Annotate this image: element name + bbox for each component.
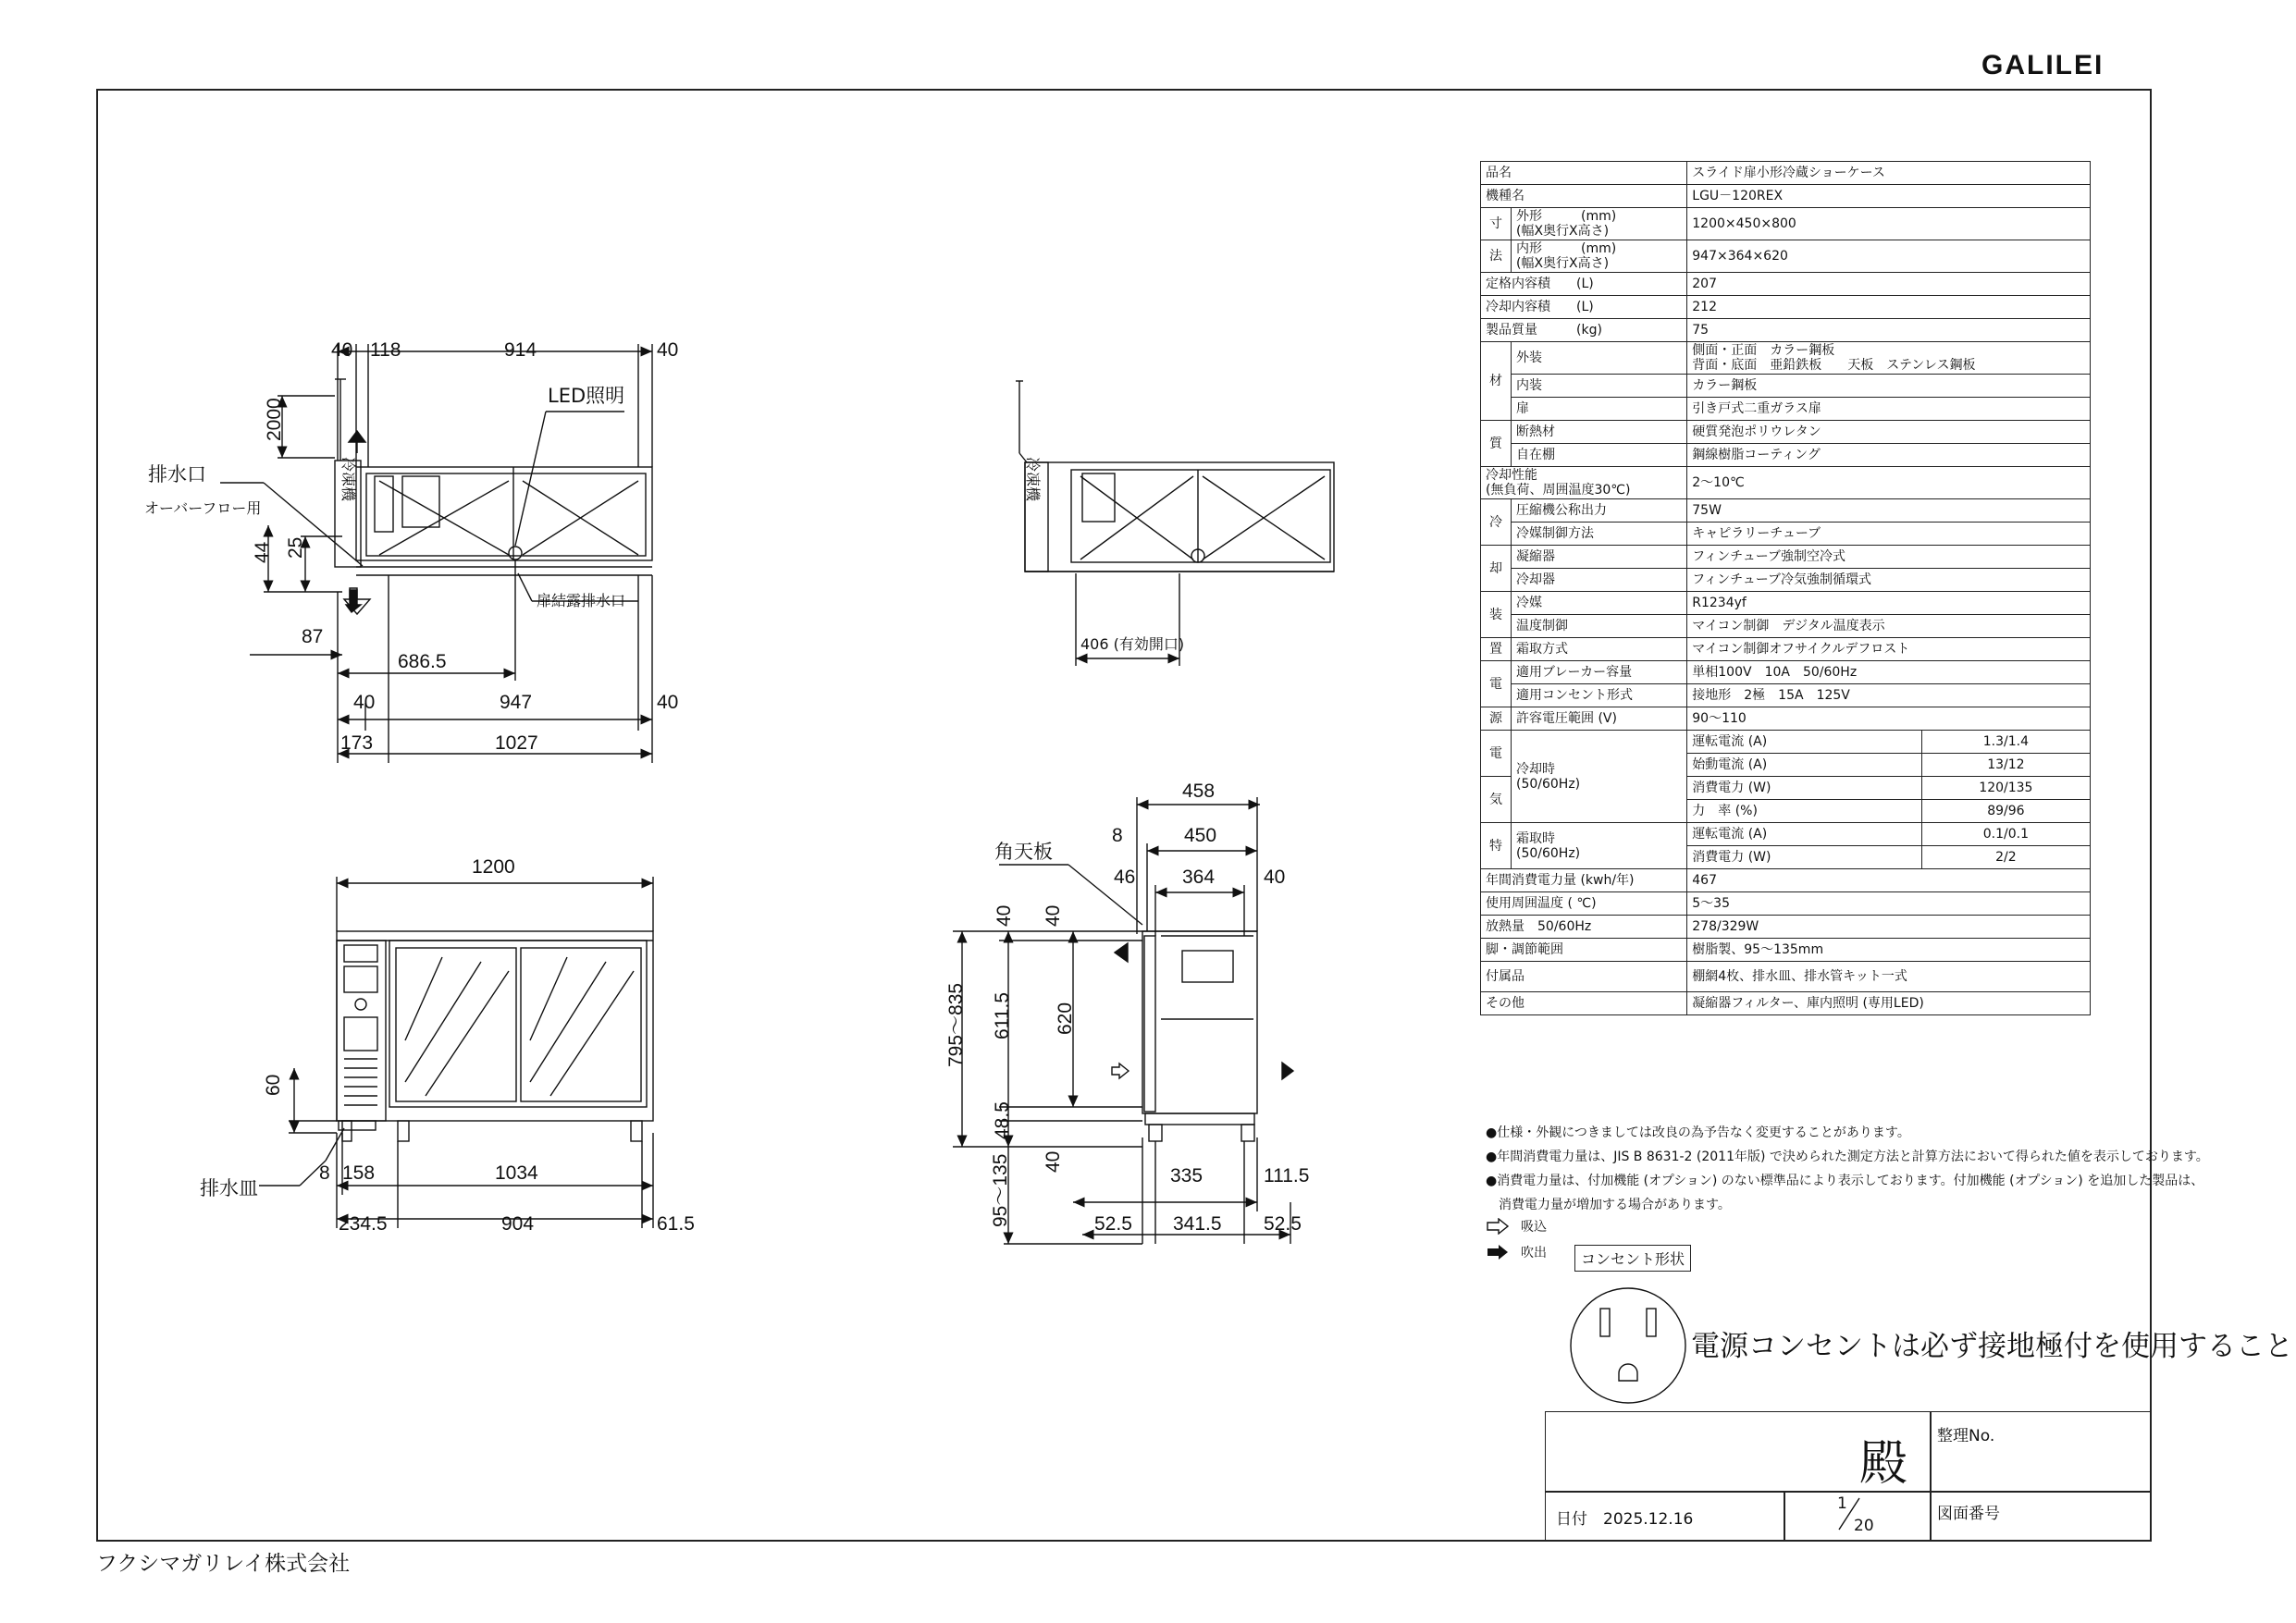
dim-side-52-5a: 52.5 [1094, 1213, 1132, 1235]
spec-value: 467 [1687, 869, 2091, 892]
dim-side-341-5: 341.5 [1173, 1213, 1222, 1235]
side-plan-view [1016, 381, 1334, 666]
spec-row [1481, 731, 2091, 754]
spec-row [1481, 185, 2091, 208]
spec-subkey: 力 率 (%) [1687, 800, 1921, 823]
spec-value: 212 [1687, 296, 2091, 319]
spec-value: 75W [1687, 499, 2091, 523]
spec-subkey: 消費電力 (W) [1687, 846, 1921, 869]
dim-top-25: 25 [285, 536, 306, 559]
spec-group: 材 [1481, 342, 1512, 421]
spec-key: 冷媒 [1512, 592, 1687, 615]
spec-row [1481, 398, 2091, 421]
spec-key: 使用周囲温度 ( ℃) [1481, 892, 1687, 916]
spec-row [1481, 615, 2091, 638]
spec-key: 温度制御 [1512, 615, 1687, 638]
spec-value: 凝縮器フィルター、庫内照明 (専用LED) [1687, 992, 2091, 1015]
spec-value: 1.3/1.4 [1921, 731, 2090, 754]
dim-side-40b: 40 [1043, 904, 1064, 927]
label-effective-opening: 406 (有効開口) [1080, 635, 1185, 653]
spec-value: 5～35 [1687, 892, 2091, 916]
dim-top-686-5: 686.5 [398, 651, 447, 672]
spec-group: 冷 [1481, 499, 1512, 546]
spec-table [1480, 161, 2091, 1015]
dim-top-40b: 40 [657, 339, 679, 361]
spec-value: 2/2 [1921, 846, 2090, 869]
intake-arrow-icon [1486, 1218, 1510, 1235]
spec-key: 定格内容積 (L) [1481, 273, 1687, 296]
spec-key: 許容電圧範囲 (V) [1512, 707, 1687, 731]
spec-key: 冷却内容積 (L) [1481, 296, 1687, 319]
dim-front-1200: 1200 [472, 856, 515, 878]
spec-row [1481, 592, 2091, 615]
spec-value: 278/329W [1687, 916, 2091, 939]
spec-key: 霜取方式 [1512, 638, 1687, 661]
spec-key: 年間消費電力量 (kwh/年) [1481, 869, 1687, 892]
dim-side-335: 335 [1170, 1165, 1204, 1187]
spec-value: 硬質発泡ポリウレタン [1687, 421, 2091, 444]
outlet-shape-title: コンセント形状 [1574, 1245, 1691, 1272]
spec-row [1481, 962, 2091, 992]
spec-value: スライド扉小形冷蔵ショーケース [1687, 162, 2091, 185]
scale-numerator: 1 [1837, 1494, 1847, 1513]
spec-group: 却 [1481, 546, 1512, 592]
spec-group: 寸 [1481, 208, 1512, 240]
dim-front-1034: 1034 [495, 1162, 538, 1184]
dim-side-95-135: 95～135 [990, 1153, 1011, 1227]
dim-side-52-5b: 52.5 [1264, 1213, 1302, 1235]
spec-row [1481, 661, 2091, 684]
spec-row [1481, 240, 2091, 273]
spec-key: 機種名 [1481, 185, 1687, 208]
spec-row [1481, 916, 2091, 939]
spec-row [1481, 342, 2091, 375]
spec-row [1481, 638, 2091, 661]
spec-row [1481, 208, 2091, 240]
brand-logo: GALILEI [1981, 50, 2105, 80]
dim-side-458: 458 [1182, 781, 1216, 802]
dim-side-450: 450 [1184, 825, 1217, 846]
dim-side-48-5: 48.5 [992, 1101, 1013, 1139]
spec-value: 側面・正面 カラー鋼板 背面・底面 亜鉛鉄板 天板 ステンレス鋼板 [1687, 342, 2091, 375]
spec-value: 単相100V 10A 50/60Hz [1687, 661, 2091, 684]
dim-side-40c: 40 [1043, 1150, 1064, 1173]
spec-row [1481, 296, 2091, 319]
spec-key: 品名 [1481, 162, 1687, 185]
dim-front-60: 60 [263, 1074, 284, 1096]
spec-subkey: 始動電流 (A) [1687, 754, 1921, 777]
spec-value: 樹脂製、95～135mm [1687, 939, 2091, 962]
label-condenser-side: 冷凍機 [1024, 457, 1042, 502]
front-view [259, 877, 653, 1228]
note-line: ●仕様・外観につきましては改良の為予告なく変更することがあります。 [1486, 1125, 1910, 1140]
note-line: 消費電力量が増加する場合があります。 [1486, 1198, 1731, 1212]
legend-exhaust: 吹出 [1521, 1246, 1547, 1260]
airflow-legend [1486, 1213, 1547, 1265]
dim-top-173: 173 [340, 732, 374, 754]
dim-side-795-835: 795～835 [945, 982, 967, 1067]
dim-top-2000: 2000 [264, 398, 285, 441]
spec-key: 外形 (mm) (幅X奥行X高さ) [1512, 208, 1687, 240]
label-door-drain: 扉結露排水口 [537, 592, 626, 609]
spec-row [1481, 499, 2091, 523]
spec-value: キャピラリーチューブ [1687, 523, 2091, 546]
spec-value: 947×364×620 [1687, 240, 2091, 273]
exhaust-arrow-icon [1486, 1244, 1510, 1260]
spec-value: 引き戸式二重ガラス扉 [1687, 398, 2091, 421]
notes [1486, 1121, 2209, 1217]
spec-row [1481, 319, 2091, 342]
spec-value: 1200×450×800 [1687, 208, 2091, 240]
scale-denominator: 20 [1854, 1517, 1874, 1535]
outlet-symbol-icon [1571, 1288, 1685, 1403]
spec-value: 120/135 [1921, 777, 2090, 800]
note-line: ●消費電力量は、付加機能 (オプション) のない標準品により表示しております。付加機能 (オプション) を追加した製品は、 [1486, 1174, 2204, 1188]
spec-group: 質 [1481, 421, 1512, 467]
dim-side-46: 46 [1114, 867, 1136, 888]
label-led: LED照明 [548, 385, 625, 407]
spec-group: 特 [1481, 823, 1512, 869]
spec-key: 扉 [1512, 398, 1687, 421]
spec-key: 付属品 [1481, 962, 1687, 992]
label-condenser-top: 冷凍機 [339, 457, 357, 502]
spec-row [1481, 162, 2091, 185]
spec-subkey: 消費電力 (W) [1687, 777, 1921, 800]
spec-key: 冷却性能 (無負荷、周囲温度30℃) [1481, 467, 1687, 499]
dim-side-611-5: 611.5 [992, 992, 1013, 1039]
recipient-suffix: 殿 [1859, 1436, 1908, 1492]
spec-value: カラー鋼板 [1687, 375, 2091, 398]
spec-key: 放熱量 50/60Hz [1481, 916, 1687, 939]
label-corner-plate: 角天板 [994, 841, 1053, 863]
spec-row [1481, 421, 2091, 444]
spec-key: 内装 [1512, 375, 1687, 398]
spec-key: その他 [1481, 992, 1687, 1015]
spec-row [1481, 684, 2091, 707]
spec-group: 電 [1481, 661, 1512, 707]
dim-top-44: 44 [252, 541, 273, 563]
spec-key: 自在棚 [1512, 444, 1687, 467]
spec-row [1481, 992, 2091, 1015]
spec-row [1481, 869, 2091, 892]
spec-row [1481, 939, 2091, 962]
spec-group: 置 [1481, 638, 1512, 661]
spec-value: フィンチューブ強制空冷式 [1687, 546, 2091, 569]
spec-key: 適用コンセント形式 [1512, 684, 1687, 707]
label-drain-pan: 排水皿 [200, 1177, 258, 1199]
dim-side-8: 8 [1112, 825, 1123, 846]
drawing-no-label: 図面番号 [1937, 1505, 2000, 1523]
spec-value: 鋼線樹脂コーティング [1687, 444, 2091, 467]
label-overflow: オーバーフロー用 [144, 499, 262, 517]
dim-top-1027: 1027 [495, 732, 538, 754]
spec-row [1481, 444, 2091, 467]
spec-key: 凝縮器 [1512, 546, 1687, 569]
spec-value: フィンチューブ冷気強制循環式 [1687, 569, 2091, 592]
dim-side-620: 620 [1055, 1002, 1076, 1035]
spec-key: 内形 (mm) (幅X奥行X高さ) [1512, 240, 1687, 273]
spec-key: 霜取時 (50/60Hz) [1512, 823, 1687, 869]
spec-value: マイコン制御 デジタル温度表示 [1687, 615, 2091, 638]
reg-no-label: 整理No. [1937, 1427, 1995, 1445]
dim-side-40a: 40 [994, 904, 1015, 927]
spec-group: 法 [1481, 240, 1512, 273]
spec-key: 適用ブレーカー容量 [1512, 661, 1687, 684]
date-label: 日付 2025.12.16 [1556, 1510, 1694, 1529]
spec-row [1481, 546, 2091, 569]
dim-side-364: 364 [1182, 867, 1216, 888]
spec-value: 接地形 2極 15A 125V [1687, 684, 2091, 707]
spec-row [1481, 523, 2091, 546]
spec-key: 冷却時 (50/60Hz) [1512, 731, 1687, 823]
dim-side-111-5: 111.5 [1264, 1165, 1310, 1187]
spec-value: 0.1/0.1 [1921, 823, 2090, 846]
dim-front-234-5: 234.5 [339, 1213, 388, 1235]
spec-key: 製品質量 (kg) [1481, 319, 1687, 342]
spec-key: 圧縮機公称出力 [1512, 499, 1687, 523]
spec-key: 断熱材 [1512, 421, 1687, 444]
dim-front-904: 904 [501, 1213, 535, 1235]
dim-top-947: 947 [500, 692, 533, 713]
spec-value: 13/12 [1921, 754, 2090, 777]
dim-side-40r: 40 [1264, 867, 1286, 888]
spec-group: 電 [1481, 731, 1512, 777]
dim-top-40a: 40 [331, 339, 353, 361]
dim-top-40d: 40 [657, 692, 679, 713]
spec-value: 89/96 [1921, 800, 2090, 823]
spec-value: 棚網4枚、排水皿、排水管キット一式 [1687, 962, 2091, 992]
legend-intake: 吸込 [1521, 1220, 1547, 1235]
spec-row [1481, 569, 2091, 592]
spec-row [1481, 707, 2091, 731]
spec-key: 冷却器 [1512, 569, 1687, 592]
label-drain-port: 排水口 [148, 463, 206, 486]
dim-front-61-5: 61.5 [657, 1213, 695, 1235]
outlet-warning: 電源コンセントは必ず接地極付を使用すること [1691, 1330, 2293, 1363]
spec-value: 207 [1687, 273, 2091, 296]
title-block [1545, 1411, 2152, 1542]
spec-value: 90～110 [1687, 707, 2091, 731]
note-line: ●年間消費電力量は、JIS B 8631-2 (2011年版) で決められた測定方法と計算方法において得られた値を表示しております。 [1486, 1150, 2209, 1164]
dim-top-40c: 40 [353, 692, 376, 713]
spec-value: LGU－120REX [1687, 185, 2091, 208]
dim-top-118: 118 [370, 339, 401, 361]
dim-front-158: 158 [342, 1162, 376, 1184]
spec-row [1481, 892, 2091, 916]
spec-value: 2～10℃ [1687, 467, 2091, 499]
spec-value: 75 [1687, 319, 2091, 342]
spec-group: 気 [1481, 777, 1512, 823]
spec-row [1481, 467, 2091, 499]
company-name: フクシマガリレイ株式会社 [96, 1552, 351, 1576]
spec-group: 装 [1481, 592, 1512, 638]
spec-row [1481, 823, 2091, 846]
spec-group: 源 [1481, 707, 1512, 731]
spec-value: R1234yf [1687, 592, 2091, 615]
spec-key: 脚・調節範囲 [1481, 939, 1687, 962]
spec-subkey: 運転電流 (A) [1687, 823, 1921, 846]
spec-row [1481, 273, 2091, 296]
spec-key: 外装 [1512, 342, 1687, 375]
dim-front-8: 8 [319, 1162, 330, 1184]
spec-value: マイコン制御オフサイクルデフロスト [1687, 638, 2091, 661]
spec-row [1481, 375, 2091, 398]
dim-top-87: 87 [302, 626, 324, 647]
dim-top-914: 914 [504, 339, 537, 361]
spec-subkey: 運転電流 (A) [1687, 731, 1921, 754]
spec-key: 冷媒制御方法 [1512, 523, 1687, 546]
